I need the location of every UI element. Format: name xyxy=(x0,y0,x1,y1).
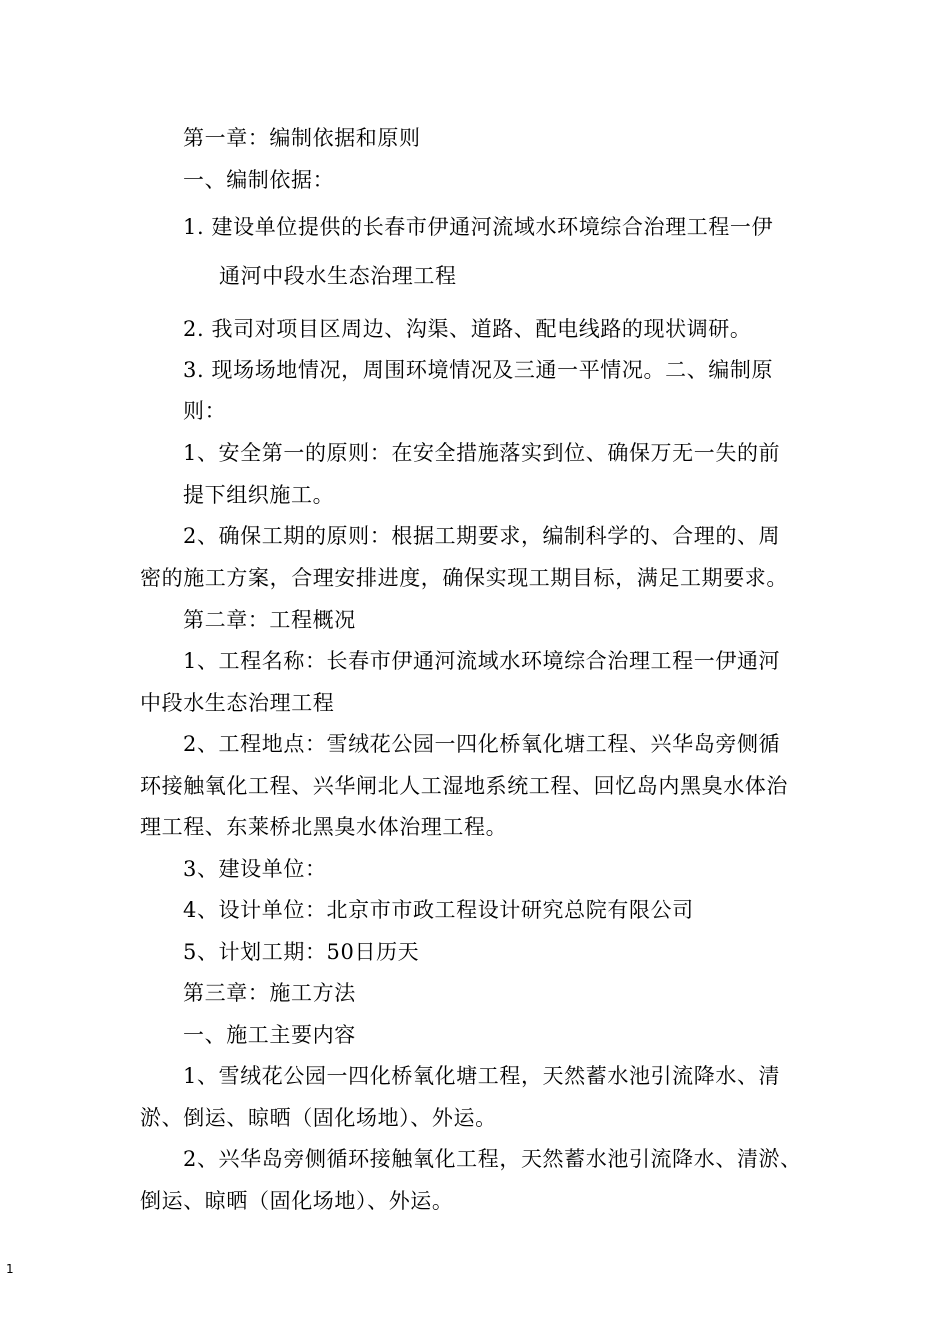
overview-item-2: 2、工程地点：雪绒花公园一四化桥氧化塘工程、兴华岛旁侧循 xyxy=(183,732,781,756)
overview-item-4: 4、设计单位：北京市市政工程设计研究总院有限公司 xyxy=(183,898,694,922)
overview-item-2-cont-1: 环接触氧化工程、兴华闸北人工湿地系统工程、回忆岛内黑臭水体治 xyxy=(140,774,788,798)
overview-item-5: 5、计划工期：50日历天 xyxy=(183,940,420,964)
content-item-2: 2、兴华岛旁侧循环接触氧化工程，天然蓄水池引流降水、清淤、 xyxy=(183,1147,802,1171)
chapter-2-heading: 第二章：工程概况 xyxy=(183,608,356,632)
page-number: 1 xyxy=(6,1262,14,1276)
overview-item-2-cont-2: 理工程、东莱桥北黑臭水体治理工程。 xyxy=(140,815,508,839)
basis-item-1: 1. 建设单位提供的长春市伊通河流域水环境综合治理工程一伊 xyxy=(183,215,774,239)
section-main-content-heading: 一、施工主要内容 xyxy=(183,1023,356,1047)
content-item-1-cont: 淤、倒运、晾晒（固化场地）、外运。 xyxy=(140,1106,497,1130)
basis-item-3: 3. 现场场地情况，周围环境情况及三通一平情况。二、编制原 xyxy=(183,358,774,382)
chapter-1-heading: 第一章：编制依据和原则 xyxy=(183,126,421,150)
principle-item-2-cont: 密的施工方案，合理安排进度，确保实现工期目标，满足工期要求。 xyxy=(140,566,788,590)
overview-item-1-cont: 中段水生态治理工程 xyxy=(140,691,335,715)
chapter-3-heading: 第三章：施工方法 xyxy=(183,981,356,1005)
basis-item-3-cont: 则： xyxy=(183,399,227,423)
content-item-2-cont: 倒运、晾晒（固化场地）、外运。 xyxy=(140,1189,454,1213)
section-basis-heading: 一、编制依据： xyxy=(183,168,335,192)
overview-item-3: 3、建设单位： xyxy=(183,857,327,881)
overview-item-1: 1、工程名称：长春市伊通河流域水环境综合治理工程一伊通河 xyxy=(183,649,781,673)
content-item-1: 1、雪绒花公园一四化桥氧化塘工程，天然蓄水池引流降水、清 xyxy=(183,1064,781,1088)
principle-item-1: 1、安全第一的原则：在安全措施落实到位、确保万无一失的前 xyxy=(183,441,781,465)
basis-item-1-cont: 通河中段水生态治理工程 xyxy=(219,264,457,288)
principle-item-1-cont: 提下组织施工。 xyxy=(183,483,335,507)
basis-item-2: 2. 我司对项目区周边、沟渠、道路、配电线路的现状调研。 xyxy=(183,317,752,341)
principle-item-2: 2、确保工期的原则：根据工期要求，编制科学的、合理的、周 xyxy=(183,524,781,548)
